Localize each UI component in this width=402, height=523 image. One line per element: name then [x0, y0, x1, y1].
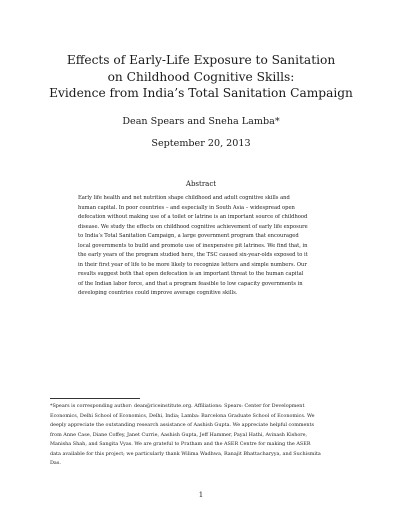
title-line-3: Evidence from India’s Total Sanitation Campaign	[49, 86, 353, 100]
title-line-2: on Childhood Cognitive Skills:	[107, 69, 295, 84]
footnote-line: deeply appreciate the outstanding research assistance of Aashish Gupta. We appreciate helpful comments	[50, 422, 315, 428]
paper-date: September 20, 2013	[151, 138, 251, 149]
abstract-line: disease. We study the effects on childhood cognitive achievement of early life exposure	[78, 223, 308, 230]
footnote-line: Das.	[50, 460, 61, 466]
abstract-heading: Abstract	[185, 180, 217, 188]
page-number: 1	[198, 491, 204, 499]
footnote-line: from Anne Case, Diane Coffey, Janet Currie, Aashish Gupta, Jeff Hammer, Payal Hathi, Avinash Kishore,	[50, 431, 308, 438]
footnote-line: Economics, Delhi School of Economics, Delhi, India; Lamba: Barcelona Graduate School of Economics. We	[50, 412, 315, 419]
abstract-line: local governments to build and promote use of inexpensive pit latrines. We find that, in	[78, 242, 308, 249]
footnote-line: *Spears is corresponding author: dean@riceinstitute.org. Affiliations: Spears: Center for Development	[50, 403, 305, 409]
paper-authors: Dean Spears and Sneha Lamba*	[122, 116, 280, 127]
footnote-line: Manisha Shah, and Sangita Vyas. We are grateful to Pratham and the ASER Centre for making the ASER	[50, 441, 311, 447]
abstract-line: the early years of the program studied here, the TSC caused six-year-olds exposed to it	[78, 252, 308, 258]
footnote-rule	[50, 398, 140, 399]
abstract-line: defecation without making use of a toilet or latrine is an important source of childhood	[78, 214, 308, 220]
abstract-body	[78, 194, 338, 299]
footnote-line: data available for this project; we particularly thank Wilima Wadhwa, Ranajit Bhattacharyya, and Suchismita	[50, 450, 321, 457]
abstract-line: to India’s Total Sanitation Campaign, a large government program that encouraged	[78, 233, 299, 239]
abstract-line: developing countries could improve average cognitive skills.	[78, 290, 238, 296]
abstract-line: results suggest both that open defecation is an important threat to the human capital	[78, 271, 304, 277]
abstract-line: of the Indian labor force, and that a program feasible to low capacity governments in	[78, 280, 303, 287]
footnote	[50, 402, 354, 469]
abstract-line: Early life health and net nutrition shape childhood and adult cognitive skills and	[78, 195, 290, 201]
abstract-line: in their first year of life to be more likely to recognize letters and simple numbers. Our	[78, 261, 307, 268]
title-line-1: Effects of Early-Life Exposure to Sanitation	[66, 53, 336, 67]
abstract-line: human capital. In poor countries – and especially in South Asia – widespread open	[78, 204, 295, 211]
paper-title	[30, 52, 372, 102]
